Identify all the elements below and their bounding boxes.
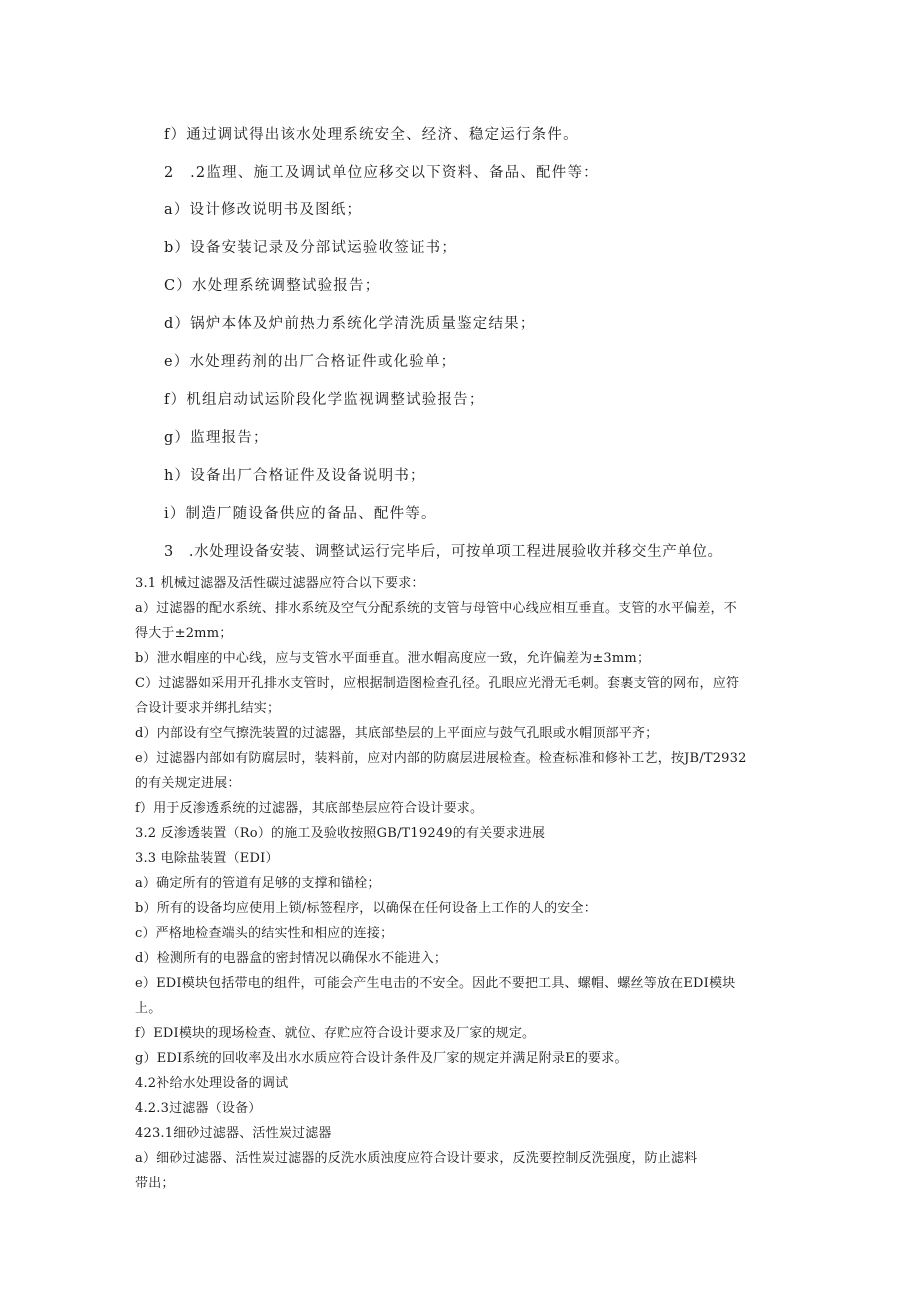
paragraph-line: e）EDI模块包括带电的组件，可能会产生电击的不安全。因此不要把工具、螺帽、螺丝等放在EDI模块 (135, 976, 736, 991)
paragraph-line: c）严格地检查端头的结实性和相应的连接； (135, 926, 394, 941)
paragraph-line: a）过滤器的配水系统、排水系统及空气分配系统的支管与母管中心线应相互垂直。支管的水平偏差，不 (135, 601, 737, 616)
paragraph-line: e）过滤器内部如有防腐层时，装料前，应对内部的防腐层进展检查。检查标准和修补工艺，按JB/T2932 (135, 751, 747, 766)
paragraph-line: 的有关规定进展： (135, 776, 241, 791)
paragraph-line: d）内部设有空气擦洗装置的过滤器，其底部垫层的上平面应与鼓气孔眼或水帽顶部平齐； (135, 726, 659, 741)
paragraph-line: b）泄水帽座的中心线，应与支管水平面垂直。泄水帽高度应一致，允许偏差为±3mm； (135, 651, 651, 666)
paragraph-line: f）用于反渗透系统的过滤器，其底部垫层应符合设计要求。 (135, 801, 484, 816)
paragraph-line: d）检测所有的电器盒的密封情况以确保水不能进入； (135, 951, 448, 966)
paragraph-line: C）过滤器如采用开孔排水支管时，应根据制造图检查孔径。孔眼应光滑无毛刺。套裹支管的网布，应符 (135, 676, 740, 691)
section-heading: 3.3 电除盐装置（EDI） (135, 851, 279, 866)
list-item: i）制造厂随设备供应的备品、配件等。 (164, 506, 437, 522)
paragraph-line: 合设计要求并绑扎结实； (135, 701, 281, 716)
paragraph-line: 上。 (135, 1001, 162, 1016)
paragraph-line: b）所有的设备均应使用上锁/标签程序，以确保在任何设备上工作的人的安全： (135, 901, 597, 916)
paragraph-line: a）确定所有的管道有足够的支撑和锚栓； (135, 876, 381, 891)
paragraph-line: 得大于±2mm； (135, 626, 233, 641)
list-item: C）水处理系统调整试验报告； (164, 278, 381, 294)
list-item: e）水处理药剂的出厂合格证件或化验单； (164, 354, 457, 370)
section-heading: 3 .水处理设备安装、调整试运行完毕后，可按单项工程进展验收并移交生产单位。 (164, 544, 723, 560)
paragraph-line: f）通过调试得出该水处理系统安全、经济、稳定运行条件。 (164, 127, 579, 143)
section-heading: 3.1 机械过滤器及活性碳过滤器应符合以下要求： (135, 576, 425, 591)
section-heading: 423.1细砂过滤器、活性炭过滤器 (135, 1126, 332, 1141)
paragraph-line: 带出； (135, 1176, 175, 1191)
list-item: a）设计修改说明书及图纸； (164, 202, 363, 218)
list-item: d）锅炉本体及炉前热力系统化学清洗质量鉴定结果； (164, 316, 536, 332)
list-item: g）监理报告； (164, 430, 269, 446)
section-heading: 3.2 反渗透装置（Ro）的施工及验收按照GB/T19249的有关要求进展 (135, 826, 546, 841)
paragraph-line: a）细砂过滤器、活性炭过滤器的反洗水质浊度应符合设计要求，反洗要控制反洗强度，防止滤料 (135, 1151, 698, 1166)
section-heading: 2 .2监理、施工及调试单位应移交以下资料、备品、配件等： (164, 165, 599, 181)
list-item: h）设备出厂合格证件及设备说明书； (164, 468, 426, 484)
list-item: f）机组启动试运阶段化学监视调整试验报告； (164, 392, 485, 408)
list-item: b）设备安装记录及分部试运验收签证书； (164, 240, 458, 256)
section-heading: 4.2补给水处理设备的调试 (135, 1076, 289, 1091)
paragraph-line: g）EDI系统的回收率及出水水质应符合设计条件及厂家的规定并满足附录E的要求。 (135, 1051, 628, 1066)
paragraph-line: f）EDI模块的现场检查、就位、存贮应符合设计要求及厂家的规定。 (135, 1026, 536, 1041)
section-heading: 4.2.3过滤器（设备） (135, 1101, 262, 1116)
